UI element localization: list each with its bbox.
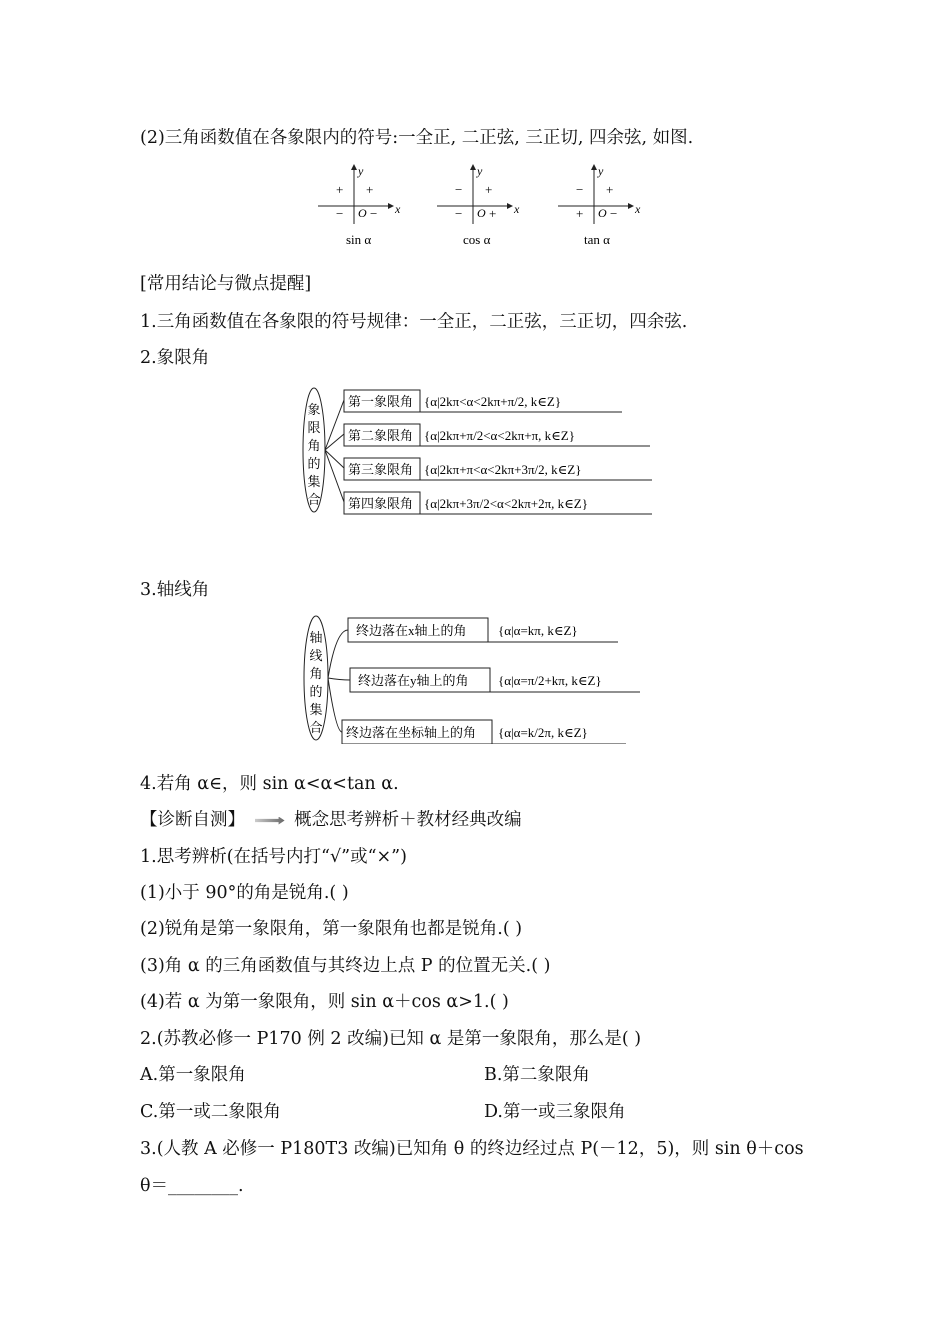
x-axis-label: x — [395, 202, 401, 216]
q1-sign: + — [485, 182, 493, 197]
quadrant-3-set: {α|2kπ+π<α<2kπ+3π/2, k∈Z} — [424, 462, 582, 477]
q2-option-c: C.第一或二象限角 — [140, 1102, 281, 1122]
origin-label: O — [358, 206, 367, 220]
svg-text:的: 的 — [309, 684, 323, 699]
q1-item-1: (1)小于 90°的角是锐角.( ) — [140, 883, 349, 903]
y-axis-label: y — [598, 164, 604, 178]
q4-sign: − — [610, 206, 618, 221]
svg-text:限: 限 — [307, 420, 321, 435]
q1-title: 1.思考辨析(在括号内打“√”或“×”) — [140, 847, 407, 867]
quadrant-4-set: {α|2kπ+3π/2<α<2kπ+2π, k∈Z} — [424, 496, 588, 511]
quadrant-signs-statement: (2)三角函数值在各象限内的符号:一全正, 二正弦, 三正切, 四余弦, 如图. — [140, 128, 694, 148]
q2-option-d: D.第一或三象限角 — [484, 1102, 626, 1122]
coord-axis-angle-label: 终边落在坐标轴上的角 — [346, 725, 477, 740]
y-axis-angle-set: {α|α=π/2+kπ, k∈Z} — [498, 673, 602, 688]
diagnosis-header: 【诊断自测】 — [140, 810, 245, 830]
tan-sign-diagram — [558, 164, 641, 247]
svg-text:象: 象 — [307, 402, 321, 417]
y-axis-angle-label: 终边落在y轴上的角 — [358, 673, 469, 688]
x-axis-angle-label: 终边落在x轴上的角 — [356, 623, 467, 638]
svg-text:的: 的 — [307, 456, 321, 471]
diagnosis-subtitle: 概念思考辨析＋教材经典改编 — [294, 810, 522, 830]
svg-text:合: 合 — [307, 492, 321, 507]
cos-sign-diagram — [437, 164, 520, 247]
origin-label: O — [477, 206, 486, 220]
quadrant-1-set: {α|2kπ<α<2kπ+π/2, k∈Z} — [424, 394, 562, 409]
q3-sign: − — [455, 206, 463, 221]
svg-text:角: 角 — [309, 666, 323, 681]
q2-option-b: B.第二象限角 — [484, 1065, 590, 1085]
svg-text:角: 角 — [307, 438, 321, 453]
q2-option-a: A.第一象限角 — [140, 1065, 246, 1085]
q4-sign: − — [370, 206, 378, 221]
svg-text:轴: 轴 — [309, 630, 323, 645]
quadrant-1-label: 第一象限角 — [348, 394, 414, 409]
arrow-icon — [255, 817, 285, 825]
x-axis-angle-set: {α|α=kπ, k∈Z} — [498, 623, 578, 638]
svg-text:集: 集 — [309, 702, 323, 717]
y-axis-label: y — [477, 164, 483, 178]
x-axis-label: x — [514, 202, 520, 216]
svg-text:线: 线 — [309, 648, 323, 663]
q1-sign: + — [606, 182, 614, 197]
q2-sign: + — [336, 182, 344, 197]
quadrant-4-label: 第四象限角 — [348, 496, 414, 511]
tip-3: 3.轴线角 — [140, 580, 210, 600]
caption: tan α — [584, 232, 610, 247]
tip-4: 4.若角 α∈，则 sin α<α<tan α. — [140, 774, 399, 794]
caption: sin α — [346, 232, 372, 247]
coord-axis-angle-set: {α|α=k/2π, k∈Z} — [498, 725, 588, 740]
tip-2: 2.象限角 — [140, 348, 210, 368]
y-axis-label: y — [358, 164, 364, 178]
diagnosis-header-row — [140, 808, 522, 832]
q1-item-2: (2)锐角是第一象限角，第一象限角也都是锐角.( ) — [140, 919, 523, 939]
quadrant-2-label: 第二象限角 — [348, 428, 414, 443]
q4-sign: + — [489, 206, 497, 221]
tips-header: [常用结论与微点提醒] — [140, 274, 312, 294]
sin-sign-diagram — [318, 164, 401, 247]
q3-line-2: θ＝________. — [140, 1176, 244, 1196]
q2-sign: − — [576, 182, 584, 197]
axis-set-diagram — [300, 614, 660, 744]
q3-sign: − — [336, 206, 344, 221]
sign-diagrams-container — [310, 160, 650, 252]
q3-line-1: 3.(人教 A 必修一 P180T3 改编)已知角 θ 的终边经过点 P(－12，5)，则 sin θ＋cos — [140, 1139, 804, 1159]
quadrant-2-set: {α|2kπ+π/2<α<2kπ+π, k∈Z} — [424, 428, 575, 443]
svg-text:集: 集 — [307, 474, 321, 489]
caption: cos α — [463, 232, 491, 247]
q1-item-4: (4)若 α 为第一象限角，则 sin α＋cos α>1.( ) — [140, 992, 509, 1012]
q2-sign: − — [455, 182, 463, 197]
svg-text:合: 合 — [309, 720, 323, 735]
q2-title: 2.(苏教必修一 P170 例 2 改编)已知 α 是第一象限角，那么是( ) — [140, 1029, 642, 1049]
quadrant-3-label: 第三象限角 — [348, 462, 414, 477]
tip-1: 1.三角函数值在各象限的符号规律：一全正，二正弦，三正切，四余弦. — [140, 312, 688, 332]
quadrant-set-diagram — [300, 386, 660, 516]
q1-sign: + — [366, 182, 374, 197]
origin-label: O — [598, 206, 607, 220]
x-axis-label: x — [635, 202, 641, 216]
q1-item-3: (3)角 α 的三角函数值与其终边上点 P 的位置无关.( ) — [140, 956, 551, 976]
q3-sign: + — [576, 206, 584, 221]
